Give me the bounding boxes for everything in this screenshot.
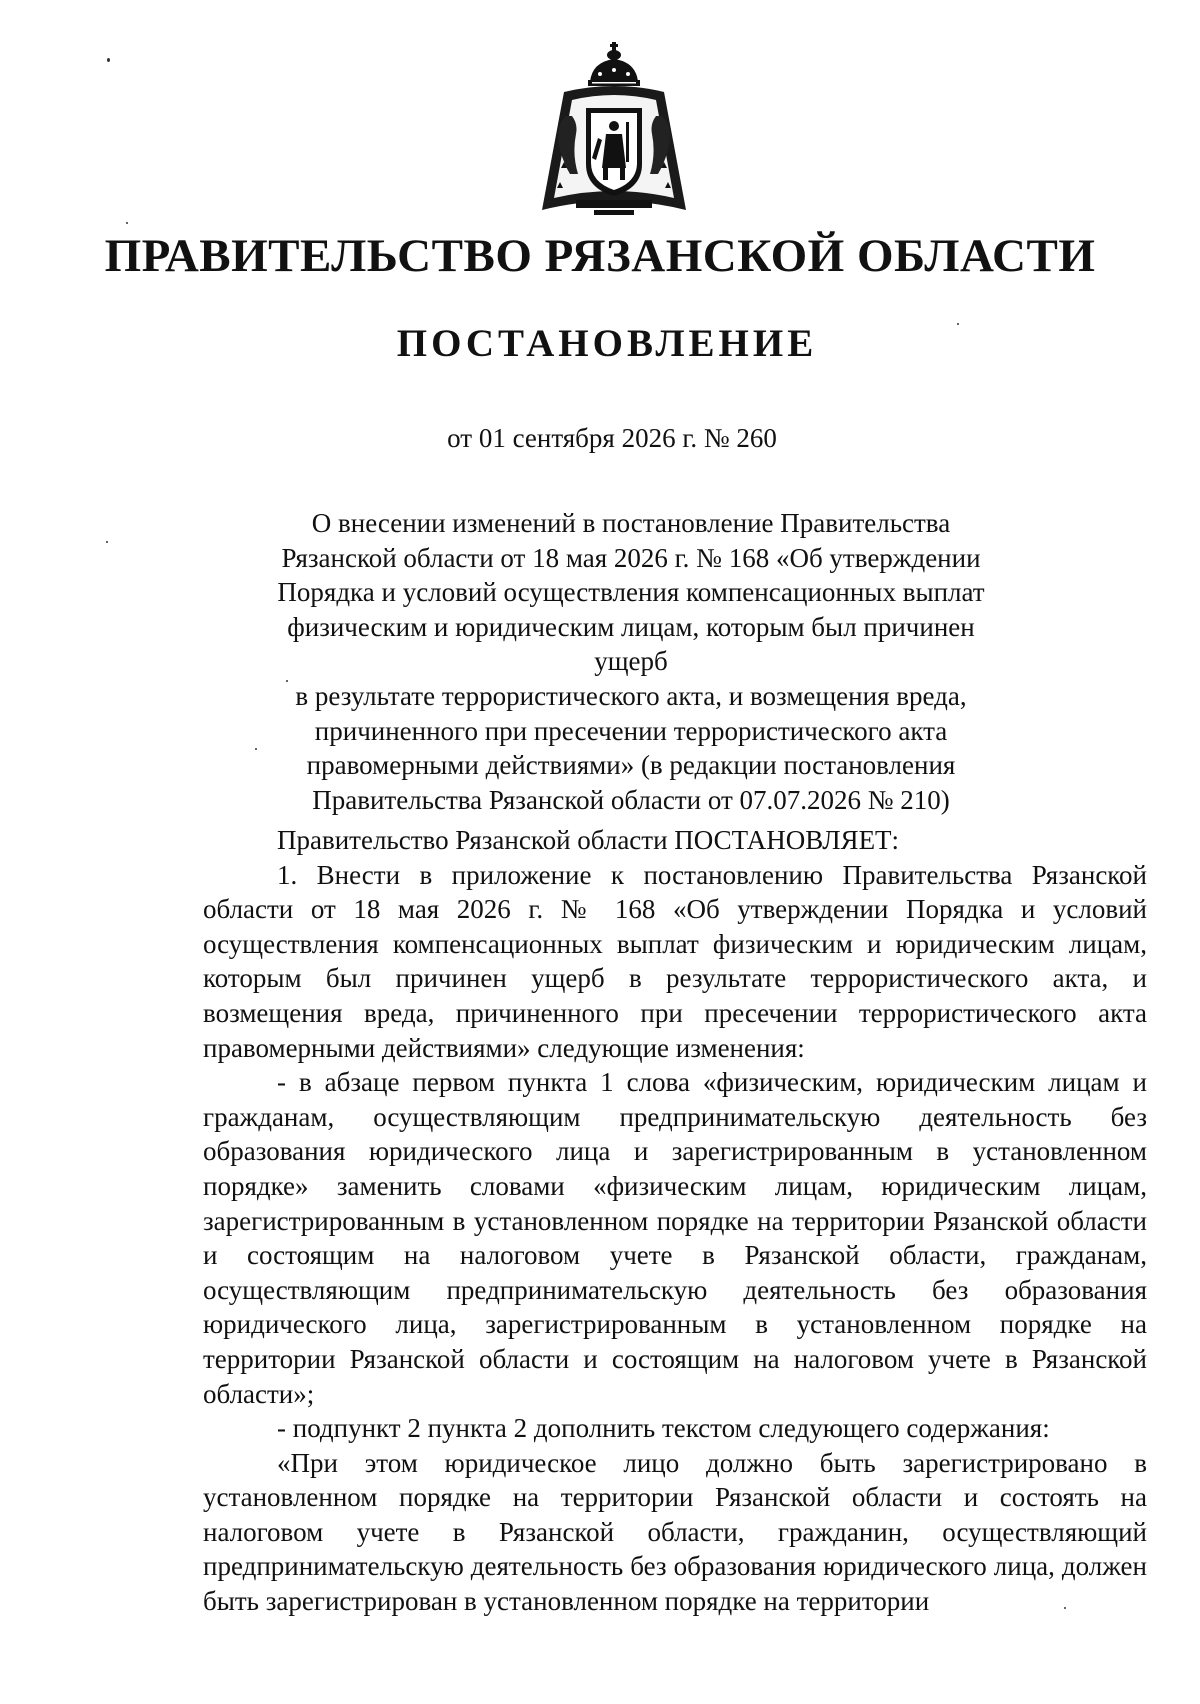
- subject-line: в результате террористического акта, и возмещения вреда,: [295, 680, 967, 711]
- scan-speck: [126, 222, 128, 224]
- body-paragraph: - в абзаце первом пункта 1 слова «физическим, юридическим лицам и гражданам, осуществляющим предпринимательскую деятельность без образования юридического лица и зарегистрированным в установленном порядке» заменить словами «физическим лицам, юридическим лицам, зарегистрированным в установленном порядке на территории Рязанской области и состоящим на налоговом учете в Рязанской области, гражданам, осуществляющим предпринимательскую деятельность без образования юридического лица, зарегистрированным в установленном порядке на территории Рязанской области и состоящим на налоговом учете в Рязанской области»;: [203, 1067, 1147, 1409]
- body-paragraph: «При этом юридическое лицо должно быть зарегистрировано в установленном порядке на территории Рязанской области и состоять на налоговом учете в Рязанской области, гражданин, осуществляющий предпринимательскую деятельность без образования юридического лица, должен быть зарегистрирован в установленном порядке на территории: [203, 1447, 1147, 1617]
- body-paragraph: - подпункт 2 пункта 2 дополнить текстом следующего содержания:: [277, 1413, 1050, 1444]
- subject-line: О внесении изменений в постановление Правительства: [311, 508, 951, 538]
- subject-line: причиненного при пресечении террористического акта: [314, 715, 948, 746]
- document-subject: [264, 506, 998, 817]
- coat-of-arms-emblem: [536, 42, 692, 226]
- scan-speck: [106, 541, 108, 543]
- document-date-number: от 01 сентября 2026 г. № 260: [447, 423, 777, 453]
- government-title: ПРАВИТЕЛЬСТВО РЯЗАНСКОЙ ОБЛАСТИ: [104, 230, 1096, 282]
- body-paragraph: 1. Внести в приложение к постановлению Правительства Рязанской области от 18 мая 2026 г. № 168 «Об утверждении Порядка и условий осуществления компенсационных выплат физическим и юридическим лицам, которым был причинен ущерб в результате террористического акта, и возмещения вреда, причиненного при пресечении террористического акта правомерными действиями» следующие изменения:: [203, 859, 1147, 1063]
- subject-line: Рязанской области от 18 мая 2026 г. № 168 «Об утверждении: [281, 542, 981, 573]
- document-body: [203, 823, 1147, 1619]
- subject-line: Правительства Рязанской области от 07.07.2026 № 210): [312, 784, 950, 815]
- subject-line: Порядка и условий осуществления компенсационных выплат: [277, 577, 985, 608]
- document-type-heading: ПОСТАНОВЛЕНИЕ: [396, 322, 818, 365]
- scan-speck: [107, 58, 110, 62]
- scan-speck: [255, 748, 257, 750]
- subject-line: физическим и юридическим лицам, которым был причинен ущерб: [287, 611, 975, 677]
- subject-line: правомерными действиями» (в редакции постановления: [306, 750, 956, 781]
- body-paragraph: Правительство Рязанской области ПОСТАНОВЛЯЕТ:: [277, 825, 900, 855]
